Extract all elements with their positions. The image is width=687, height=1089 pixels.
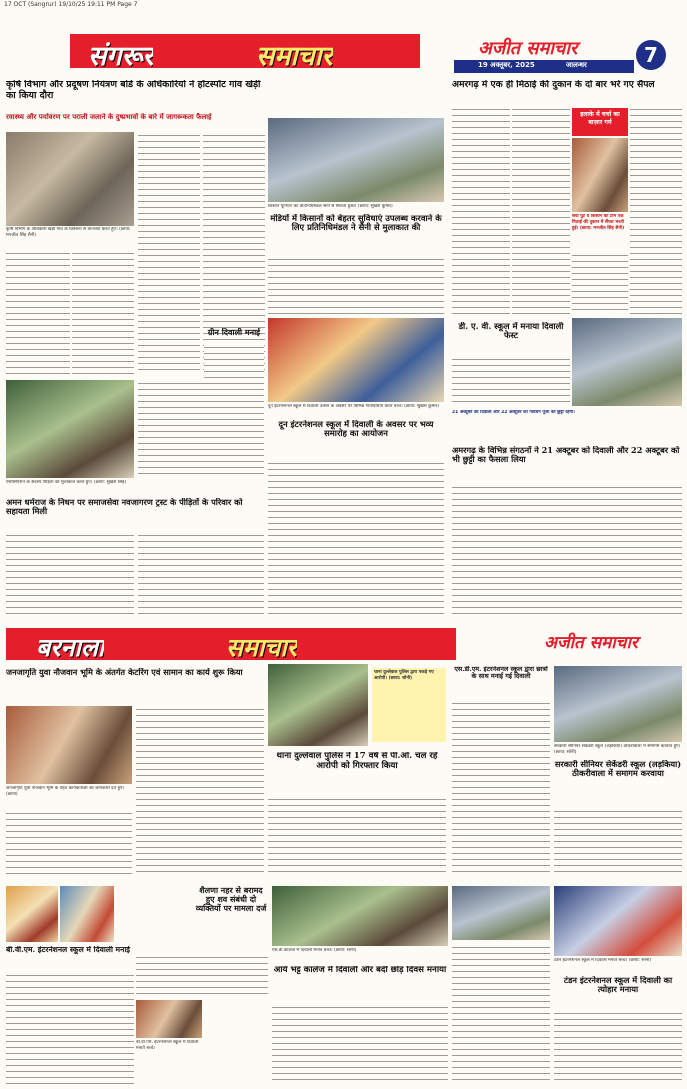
print-meta: 17 OCT (Sangrur) 19/10/25 19:11 PM Page 7 bbox=[4, 1, 138, 8]
s7-headline: डी. ए. वी. स्कूल में मनाया दिवाली फेस्ट bbox=[458, 322, 564, 341]
b8-photo bbox=[554, 886, 682, 956]
s3-caption: सवा घुट व किसान की टीम एक मिठाई की दुकान में सैंपल भरती हुई। (छाया: मनजीत सिंह सैनी) bbox=[572, 214, 625, 231]
page1-masthead: अजीत समाचार bbox=[478, 38, 578, 59]
page1-banner bbox=[70, 34, 420, 68]
page1-date: 19 अक्तूबर, 2025 bbox=[478, 61, 535, 69]
s2-headline: मंडियों में किसानों को बेहतर सुविधाएं उपलब्ध करवाने के लिए प्रतिनिधिमंडल ने सैनी से मुलाकात की bbox=[270, 214, 442, 233]
b7-photo bbox=[272, 886, 448, 946]
b1-body-col1 bbox=[6, 810, 132, 876]
b1-caption: जनजागृति युवा नौजवान भूमि के तहत कार्यकर्ताओं को जानकारी देते हुए। (छाया) bbox=[6, 786, 125, 797]
s3-photo bbox=[572, 138, 628, 212]
b6-body bbox=[136, 954, 268, 998]
s4-body bbox=[204, 344, 264, 384]
page1-section-title2: समाचार bbox=[256, 41, 333, 68]
s5-headline: अमन धर्मराज के निधन पर समाजसेवा नवजागरण ट्रस्ट के पीड़ितों के परिवार को सहायता मिली bbox=[6, 498, 243, 517]
s6-photo bbox=[268, 318, 444, 402]
s1-headline: कृषि विभाग और प्रदूषण नियंत्रण बोर्ड के अधिकारियों ने हॉटस्पॉट गांव खेड़ी का किया दौरा bbox=[6, 80, 261, 101]
s6-headline: दून इंटरनेशनल स्कूल में दिवाली के अवसर पर भव्य समारोह का आयोजन bbox=[278, 420, 434, 439]
s8-headline: अमरगढ़ के विभिन्न संगठनों ने 21 अक्टूबर को दिवाली और 22 अक्टूबर को भी छुट्टी का फैसला लिया bbox=[452, 446, 680, 465]
s5-photo bbox=[6, 380, 134, 478]
page2-banner bbox=[6, 628, 456, 660]
s1-body-col1 bbox=[6, 250, 70, 375]
s6-caption: दून इंटरनेशनल स्कूल में दिवाली उत्सव के अवसर पर विभिन्न गतिविधियां करते बच्चे। (छाया: सुखेश कुमार) bbox=[268, 404, 440, 409]
s5-body-col1 bbox=[6, 532, 134, 616]
s3-boxed-highlight: इलाके में चर्चा का बाज़ार गर्म bbox=[572, 108, 628, 136]
page1-date-band bbox=[454, 60, 634, 73]
s2-photo bbox=[268, 118, 444, 202]
b7-caption: एस.डी.कॉलेज में दिवाली मनाते बच्चे। (छाया: सोनी) bbox=[272, 948, 357, 953]
b4-caption: सरकारी सीनियर सेकेंडरी स्कूल (लड़किया) ठीकरीवाला में समागम करवाते हुए। (छाया: सोनी) bbox=[554, 744, 681, 755]
s1-caption: कृषि विभाग के अधिकारी खेड़ी गांव के किसानों से बातचीत करते हुए। (छाया: मनजीत सिंह सैनी) bbox=[6, 227, 131, 238]
page2-masthead: अजीत समाचार bbox=[544, 633, 638, 653]
b4-photo bbox=[554, 666, 682, 742]
s3-body-col4 bbox=[630, 106, 682, 314]
b7-headline: आर्य भट्ट कालेज में दिवाली और बंदी छोड़ दिवस मनाया bbox=[273, 966, 447, 975]
b5-photo2 bbox=[60, 886, 114, 942]
b5-photo bbox=[6, 886, 58, 942]
s1-subheadline: रवास्थ्य और पर्यावरण पर पराली जलाने के दुष्प्रभावों के बारे में जागरूकता फैलाई bbox=[6, 113, 212, 121]
s3-body-col3 bbox=[572, 252, 628, 314]
b6-headline: शैलणा नहर से बरामद हुए शव संबंधी दो व्यक्तियों पर मामला दर्ज bbox=[195, 886, 267, 913]
s8-body bbox=[452, 484, 682, 616]
s8-caption: 21 अक्टूबर को दिवाली और 22 अक्टूबर को गोवर्धन पूजा की छुट्टी रहेगी। bbox=[452, 410, 575, 415]
b2-caption: थाना दुल्लेवाल पुलिस द्वारा पकड़े गए आरोपी। (छाया: सोनी) bbox=[372, 668, 446, 742]
s2-body bbox=[268, 256, 444, 314]
b-mid-body bbox=[452, 944, 550, 1084]
b2-photo bbox=[268, 664, 368, 746]
s3-body-col2 bbox=[512, 106, 570, 314]
s5-body-col2 bbox=[138, 532, 264, 616]
s7-body bbox=[452, 356, 570, 406]
page2-section-title2: समाचार bbox=[226, 633, 297, 660]
b5-photo3 bbox=[136, 1000, 202, 1038]
b1-body-col2 bbox=[136, 706, 264, 876]
b7-body bbox=[272, 1004, 448, 1084]
s1-body-col2 bbox=[72, 250, 134, 375]
b5-caption: बी.वी.एम. इंटरनेशनल स्कूल में दिवाली मनाते बच्चे। bbox=[136, 1040, 199, 1051]
s6-body bbox=[268, 460, 444, 616]
b3-headline: एस.डी.एम. इंटरनेशनल स्कूल द्वारा छात्रों के साथ मनाई गई दिवाली bbox=[454, 666, 548, 681]
s3-body-col1 bbox=[452, 106, 510, 314]
page1-section-title: संगरूर bbox=[88, 41, 154, 68]
b5-headline: बी.वी.एम. इंटरनेशनल स्कूल में दिवाली मनाई bbox=[6, 946, 131, 954]
b8-caption: टंडन इंटरनेशनल स्कूल में दिवाली मनाते बच्चे। (छाया: सोनी) bbox=[554, 958, 652, 963]
s1-body-col3 bbox=[138, 132, 200, 375]
b-mid-photo bbox=[452, 886, 550, 940]
b1-photo bbox=[6, 706, 132, 784]
b8-headline: टंडन इंटरनेशनल स्कूल में दिवाली का त्योहार मनाया bbox=[563, 976, 673, 995]
page1-city: जालन्धर bbox=[566, 61, 587, 69]
b2-headline: थाना दुल्लेवाल पुलिस ने 17 वर्ष से पी.ओ. चल रहे आरोपी को गिरफ्तार किया bbox=[276, 752, 438, 771]
b3-body bbox=[452, 700, 550, 876]
s4-headline: ग्रीन दिवाली मनाई bbox=[207, 328, 261, 337]
b8-body bbox=[554, 1010, 682, 1084]
s1-photo bbox=[6, 132, 134, 226]
s5-body-side bbox=[138, 380, 264, 478]
s5-caption: एसोसिएशन के सदस्य पीड़ितों को मुलाकात करते हुए। (छाया: सुखेश सिंह) bbox=[6, 480, 127, 485]
b5-body bbox=[6, 972, 134, 1084]
page2-section-title: बरनाला bbox=[36, 633, 105, 660]
s2-caption: किसान यूनियन का प्रतिनिधिमंडल सैनी से मिलता हुआ। (छाया: सुखेश कुमार) bbox=[268, 204, 393, 209]
b4-headline: सरकारी सीनियर सेकेंडरी स्कूल (लड़किया) ठीकरीवाला में समागम करवाया bbox=[554, 760, 682, 779]
b2-body bbox=[268, 796, 446, 876]
s7-photo bbox=[572, 318, 682, 406]
s3-headline: अमरगढ़ में एक ही मिठाई की दुकान के दो बार भरे गए सैंपल bbox=[452, 80, 655, 90]
b1-headline: जनजागृति युवा नौजवान भूमि के अंतर्गत केटरिंग एवं सामान का कार्य शुरू किया bbox=[6, 668, 243, 677]
page-number-badge: 7 bbox=[636, 40, 666, 70]
b4-body bbox=[554, 808, 682, 876]
